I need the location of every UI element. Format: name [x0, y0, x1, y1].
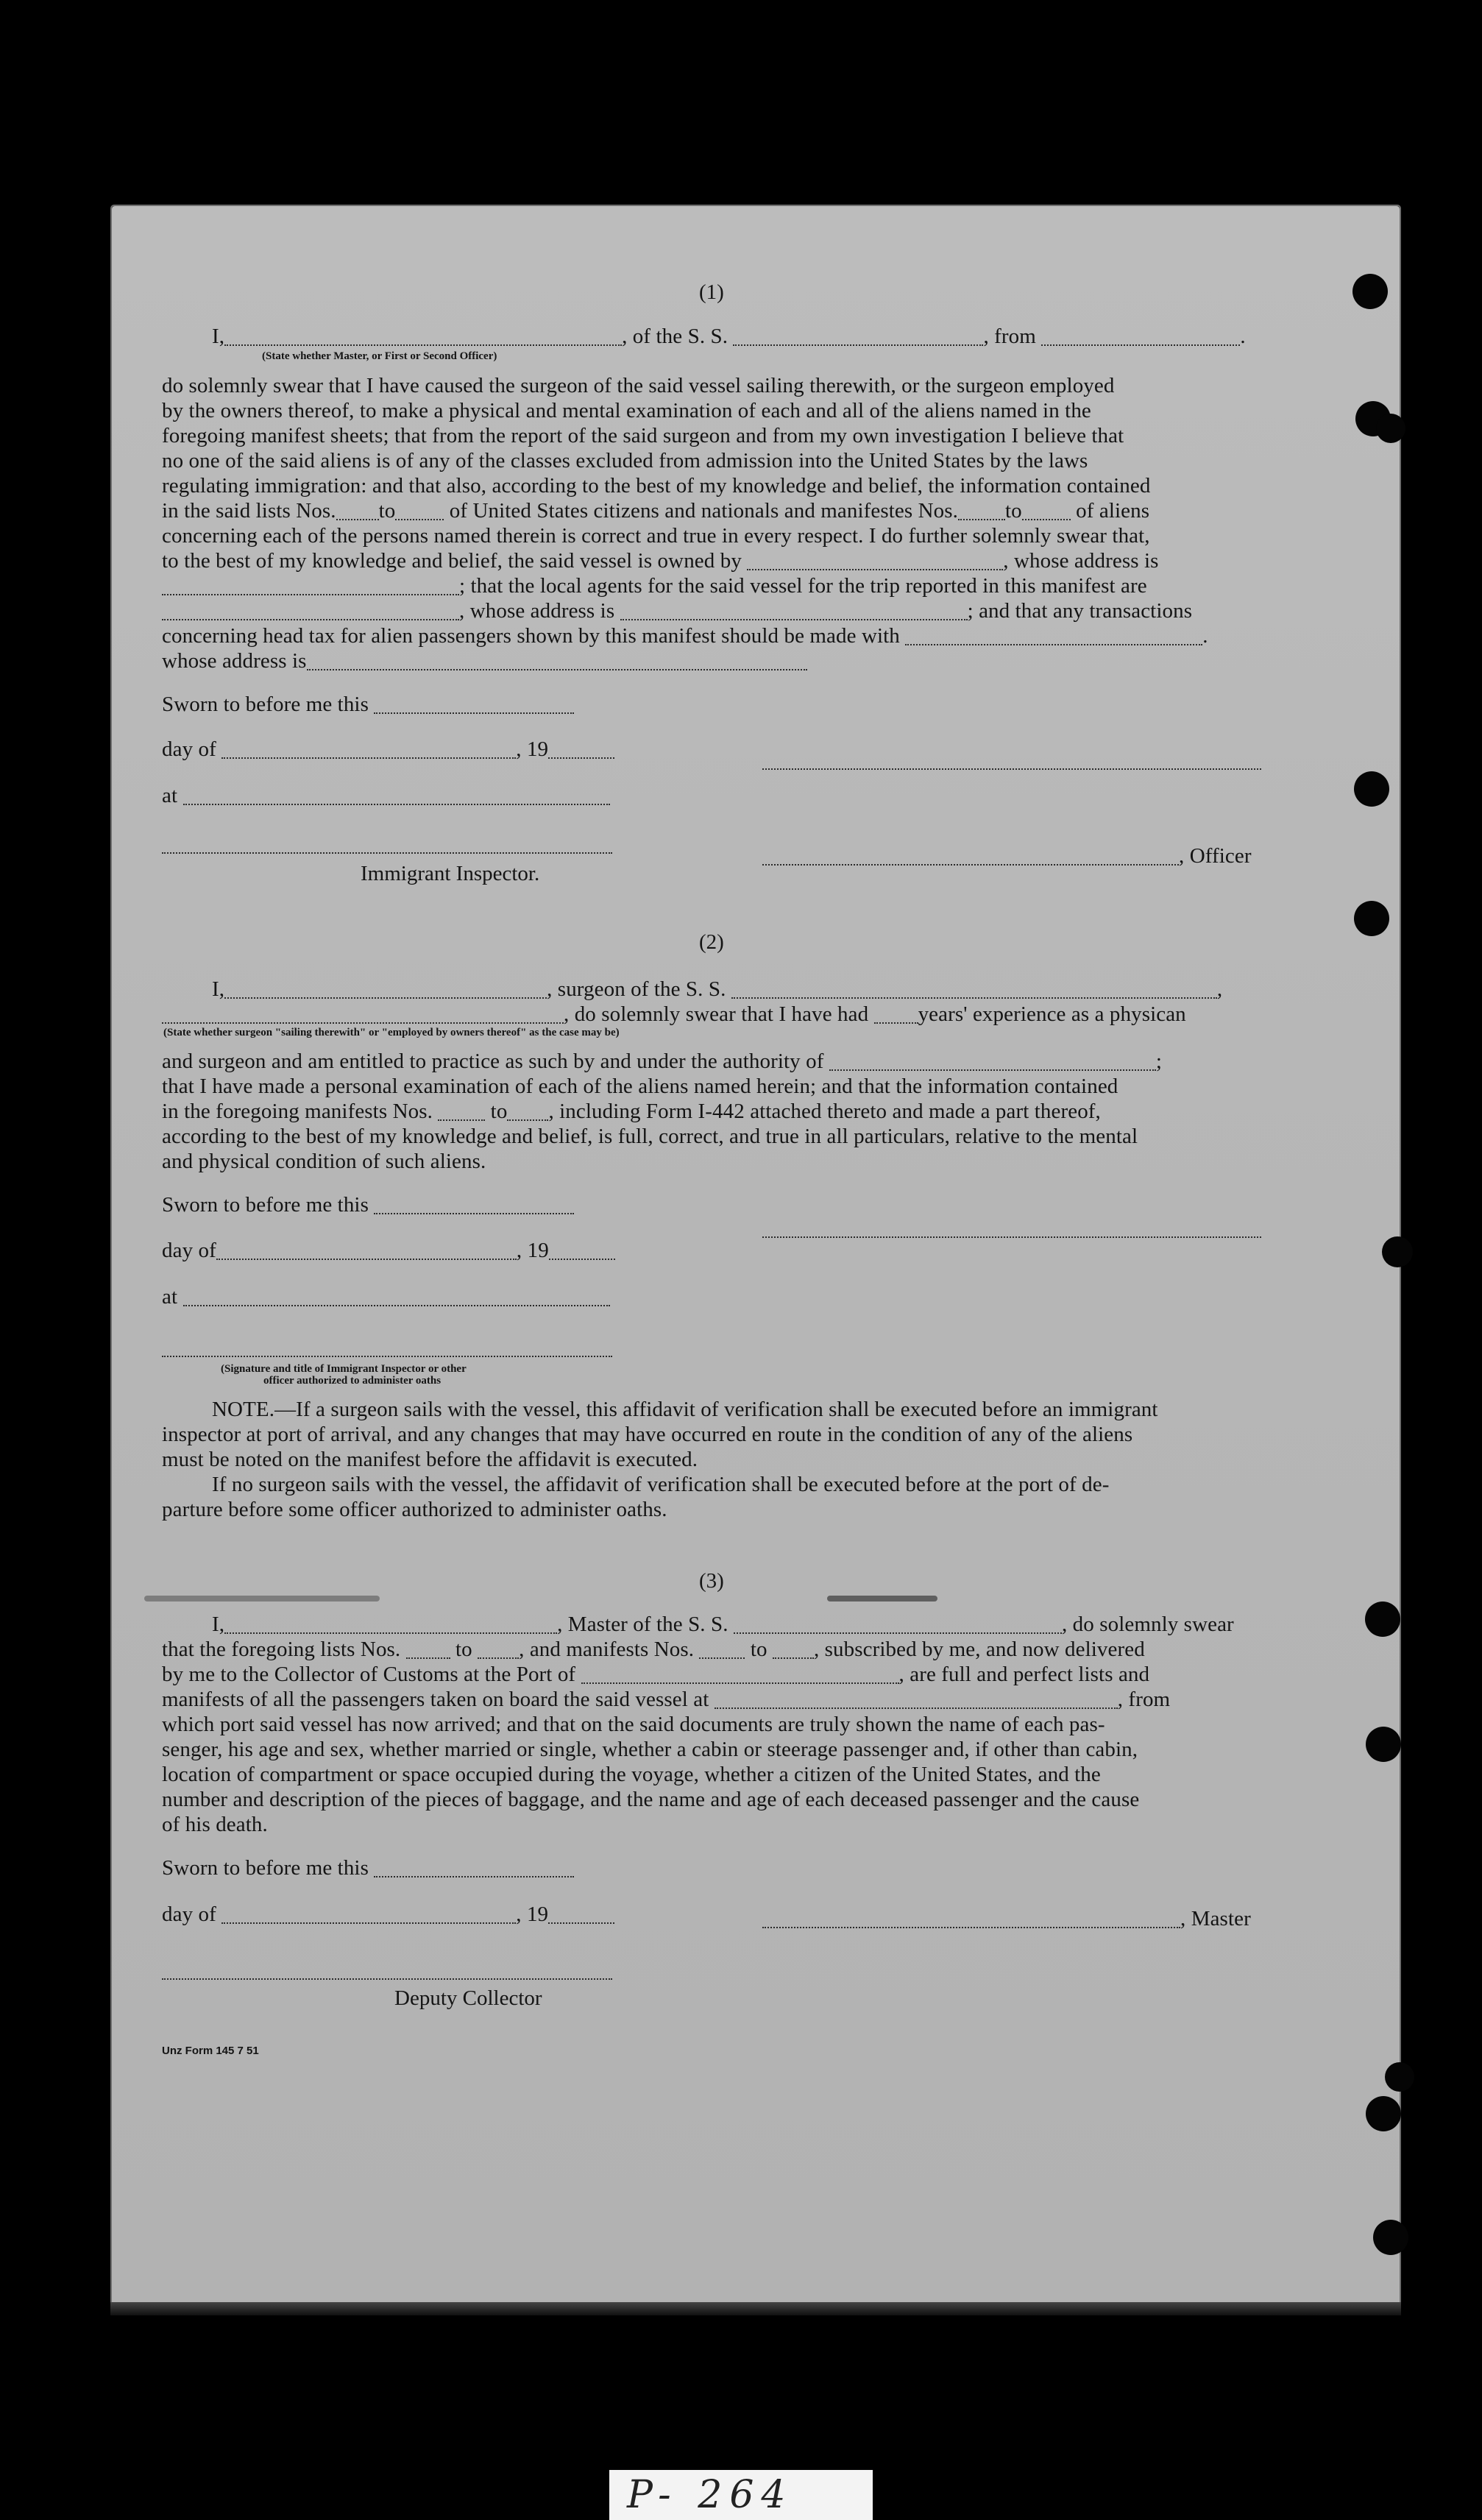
section-2-sworn-line: Sworn to before me this: [162, 1192, 574, 1217]
surgeon-signature-line: [762, 1236, 1261, 1238]
section-2-manifest-line: in the foregoing manifests Nos. to , including Form I-442 attached thereto and made a part thereof,: [162, 1100, 1101, 1123]
note-line: inspector at port of arrival, and any changes that may have occurred en route in the condition of any of the aliens: [162, 1423, 1133, 1446]
punch-hole: [1376, 414, 1405, 443]
section-1-at-line: at: [162, 783, 610, 808]
note-line: parture before some officer authorized to administer oaths.: [162, 1498, 667, 1521]
note-line: If no surgeon sails with the vessel, the affidavit of verification shall be executed before at the port of de-: [212, 1473, 1110, 1496]
section-3-port-line: by me to the Collector of Customs at the Port of , are full and perfect lists and: [162, 1663, 1150, 1686]
section-1-agents-line: ; that the local agents for the said vessel for the trip reported in this manifest are: [162, 573, 1147, 598]
officer-instruction-note: (State whether Master, or First or Second Officer): [262, 350, 497, 362]
inspector-signature-line: [162, 852, 612, 854]
section-1-body-line: concerning each of the persons named therein is correct and true in every respect. I do further solemnly swear that,: [162, 524, 1150, 548]
section-1-declarant-line: I, , of the S. S. , from .: [212, 325, 1246, 348]
section-3-sworn-line: Sworn to before me this: [162, 1855, 574, 1880]
punch-hole: [1354, 901, 1389, 936]
section-1-address-line: , whose address is ; and that any transactions: [162, 598, 1192, 623]
section-3-body-line: number and description of the pieces of baggage, and the name and age of each deceased passenger and the cause: [162, 1788, 1140, 1811]
immigrant-inspector-label: Immigrant Inspector.: [361, 862, 540, 885]
punch-hole: [1366, 1727, 1401, 1762]
punch-hole: [1352, 274, 1388, 309]
section-1-lists-line: in the said lists Nos. to of United States citizens and nationals and manifestes Nos. to of aliens: [162, 499, 1150, 523]
section-3-body-line: senger, his age and sex, whether married or single, whether a cabin or steerage passenger and, if other than cabin,: [162, 1738, 1138, 1761]
signature-note-line: officer authorized to administer oaths: [263, 1375, 442, 1387]
note-line: NOTE.—If a surgeon sails with the vessel, this affidavit of verification shall be executed before an immigrant: [212, 1398, 1158, 1421]
section-3-day-line: day of , 19: [162, 1902, 614, 1927]
section-2-swear-line: , do solemnly swear that I have had years' experience as a physican: [162, 1002, 1186, 1027]
section-2-declarant-line: I, , surgeon of the S. S. ,: [212, 977, 1223, 1001]
page-number-tag: [609, 2470, 873, 2520]
section-1-headtax-line: concerning head tax for alien passengers shown by this manifest should be made with .: [162, 624, 1208, 648]
section-1-body-line: by the owners thereof, to make a physical and mental examination of each and all of the aliens named in the: [162, 399, 1091, 422]
section-3-body-line: location of compartment or space occupied during the voyage, whether a citizen of the United States, and the: [162, 1763, 1101, 1786]
master-signature-label: , Master: [762, 1906, 1251, 1931]
punch-hole: [1365, 1601, 1400, 1637]
section-2-body-line: that I have made a personal examination of each of the aliens named herein; and that the information contained: [162, 1075, 1118, 1098]
note-line: must be noted on the manifest before the affidavit is executed.: [162, 1448, 698, 1471]
section-3-body-line: which port said vessel has now arrived; and that on the said documents are truly shown the name of each pas-: [162, 1713, 1105, 1736]
section-3-declarant-line: I, , Master of the S. S. , do solemnly swear: [212, 1613, 1234, 1636]
signature-note-line: (Signature and title of Immigrant Inspector or other: [221, 1363, 467, 1375]
scan-smudge: [827, 1596, 937, 1601]
section-3-body-line: of his death.: [162, 1813, 268, 1836]
page-number-handwriting: P- 264: [627, 2473, 793, 2517]
section-1-whose-line: whose address is: [162, 648, 807, 673]
scan-smudge: [144, 1596, 380, 1601]
punch-hole: [1382, 1236, 1413, 1267]
deputy-signature-line: [162, 1978, 612, 1980]
section-2-number: (2): [699, 930, 724, 954]
section-2-at-line: at: [162, 1284, 610, 1309]
section-1-body-line: no one of the said aliens is of any of the classes excluded from admission into the United States by the laws: [162, 449, 1088, 473]
section-1-body-line: foregoing manifest sheets; that from the report of the said surgeon and from my own investigation I believe that: [162, 424, 1124, 447]
section-2-authority-line: and surgeon and am entitled to practice as such by and under the authority of ;: [162, 1050, 1162, 1073]
officer-signature-line: [762, 768, 1261, 770]
punch-hole: [1373, 2220, 1408, 2255]
section-3-lists-line: that the foregoing lists Nos. to , and manifests Nos. to , subscribed by me, and now delivered: [162, 1638, 1145, 1661]
officer-signature-label: , Officer: [762, 843, 1252, 868]
section-1-owner-line: to the best of my knowledge and belief, the said vessel is owned by , whose address is: [162, 549, 1159, 573]
section-1-day-line: day of , 19: [162, 737, 614, 762]
punch-hole: [1385, 2062, 1414, 2092]
form-number: Unz Form 145 7 51: [162, 2045, 259, 2057]
section-3-board-line: manifests of all the passengers taken on board the said vessel at , from: [162, 1688, 1171, 1711]
section-1-number: (1): [699, 280, 724, 304]
page-bottom-shadow: [110, 2302, 1401, 2315]
surgeon-instruction-note: (State whether surgeon "sailing therewith" or "employed by owners thereof" as the case may be): [163, 1027, 620, 1038]
section-2-body-line: according to the best of my knowledge and belief, is full, correct, and true in all particulars, relative to the mental: [162, 1125, 1138, 1148]
punch-hole: [1354, 771, 1389, 807]
section-1-body-line: regulating immigration: and that also, according to the best of my knowledge and belief, the information contained: [162, 474, 1151, 498]
section-2-day-line: day of , 19: [162, 1238, 615, 1263]
section-1-sworn-line: Sworn to before me this: [162, 692, 574, 717]
deputy-collector-label: Deputy Collector: [394, 1986, 542, 2010]
inspector-signature-line: [162, 1356, 612, 1357]
section-2-body-line: and physical condition of such aliens.: [162, 1150, 486, 1173]
section-3-number: (3): [699, 1569, 724, 1593]
punch-hole: [1366, 2096, 1401, 2131]
section-1-body-line: do solemnly swear that I have caused the surgeon of the said vessel sailing therewith, or the surgeon employed: [162, 374, 1115, 397]
